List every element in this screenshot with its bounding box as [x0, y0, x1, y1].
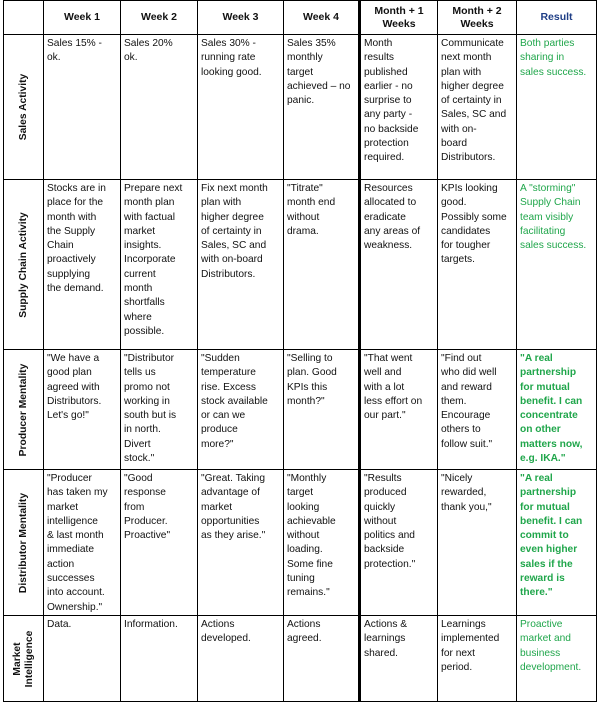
table-cell: "Find out who did well and reward them. Encourage others to follow suit." [438, 350, 517, 470]
row-label-line-1: Market [11, 641, 23, 676]
header-month-plus-2: Month + 2 Weeks [438, 1, 517, 35]
table-cell: Sales 20% ok. [121, 35, 198, 180]
table-cell: Prepare next month plan with factual market insights. Incorporate current month shortfalls where possible. [121, 180, 198, 350]
table-cell: "Good response from Producer. Proactive" [121, 470, 198, 616]
row-label: Supply Chain Activity [17, 211, 29, 318]
table-cell: "Nicely rewarded, thank you," [438, 470, 517, 616]
table-cell: "We have a good plan agreed with Distributors. Let's go!" [44, 350, 121, 470]
table-cell: "Results produced quickly without politics and backside protection." [360, 470, 438, 616]
table-cell: "Distributor tells us promo not working in south but is in north. Divert stock." [121, 350, 198, 470]
row-label: Producer Mentality [17, 363, 29, 456]
table-cell: Fix next month plan with higher degree of certainty in Sales, SC and with on-board Distributors. [198, 180, 284, 350]
header-month-plus-1: Month + 1 Weeks [360, 1, 438, 35]
table-cell: Learnings implemented for next period. [438, 616, 517, 702]
table-cell: Stocks are in place for the month with the Supply Chain proactively supplying the demand. [44, 180, 121, 350]
table-cell: "Producer has taken my market intelligence & last month immediate action successes into account. Ownership." [44, 470, 121, 616]
table-cell: Month results published earlier - no surprise to any party - no backside protection required. [360, 35, 438, 180]
table-cell: Data. [44, 616, 121, 702]
row-label-cell [4, 180, 44, 350]
header-corner [4, 1, 44, 35]
header-week-4: Week 4 [284, 1, 360, 35]
row-label-line-2: Intelligence [23, 630, 35, 687]
table-cell: Actions agreed. [284, 616, 360, 702]
table-cell: Actions & learnings shared. [360, 616, 438, 702]
table-cell: Communicate next month plan with higher degree of certainty in Sales, SC and with on- board Distributors. [438, 35, 517, 180]
result-cell: "A real partnership for mutual benefit. I can concentrate on other matters now, e.g. IKA." [517, 350, 597, 470]
header-row [4, 1, 597, 35]
row-label: Sales Activity [17, 73, 29, 141]
table-cell: Sales 15% - ok. [44, 35, 121, 180]
table-cell: "Titrate" month end without drama. [284, 180, 360, 350]
table-cell: Actions developed. [198, 616, 284, 702]
table-cell: Information. [121, 616, 198, 702]
table-cell: Sales 30% - running rate looking good. [198, 35, 284, 180]
row-label-cell [4, 470, 44, 616]
table-row [4, 350, 597, 470]
row-label-cell [4, 35, 44, 180]
table-row [4, 180, 597, 350]
comparison-table [3, 0, 597, 702]
table-cell: "Sudden temperature rise. Excess stock available or can we produce more?" [198, 350, 284, 470]
header-week-3: Week 3 [198, 1, 284, 35]
result-cell: Both parties sharing in sales success. [517, 35, 597, 180]
result-cell: "A real partnership for mutual benefit. I can commit to even higher sales if the reward is there." [517, 470, 597, 616]
table-row [4, 35, 597, 180]
table-cell: "Monthly target looking achievable without loading. Some fine tuning remains." [284, 470, 360, 616]
result-cell: Proactive market and business development. [517, 616, 597, 702]
row-label-cell [4, 616, 44, 702]
table-cell: KPIs looking good. Possibly some candidates for tougher targets. [438, 180, 517, 350]
table-cell: "Great. Taking advantage of market opportunities as they arise." [198, 470, 284, 616]
table-row [4, 470, 597, 616]
header-result: Result [517, 1, 597, 35]
row-label: Distributor Mentality [17, 492, 29, 593]
table-cell: "Selling to plan. Good KPIs this month?" [284, 350, 360, 470]
table-cell: Resources allocated to eradicate any areas of weakness. [360, 180, 438, 350]
header-week-2: Week 2 [121, 1, 198, 35]
table-cell: Sales 35% monthly target achieved – no panic. [284, 35, 360, 180]
result-cell: A "storming" Supply Chain team visibly facilitating sales success. [517, 180, 597, 350]
row-label-cell [4, 350, 44, 470]
header-week-1: Week 1 [44, 1, 121, 35]
table-cell: "That went well and with a lot less effort on our part." [360, 350, 438, 470]
table-row [4, 616, 597, 702]
